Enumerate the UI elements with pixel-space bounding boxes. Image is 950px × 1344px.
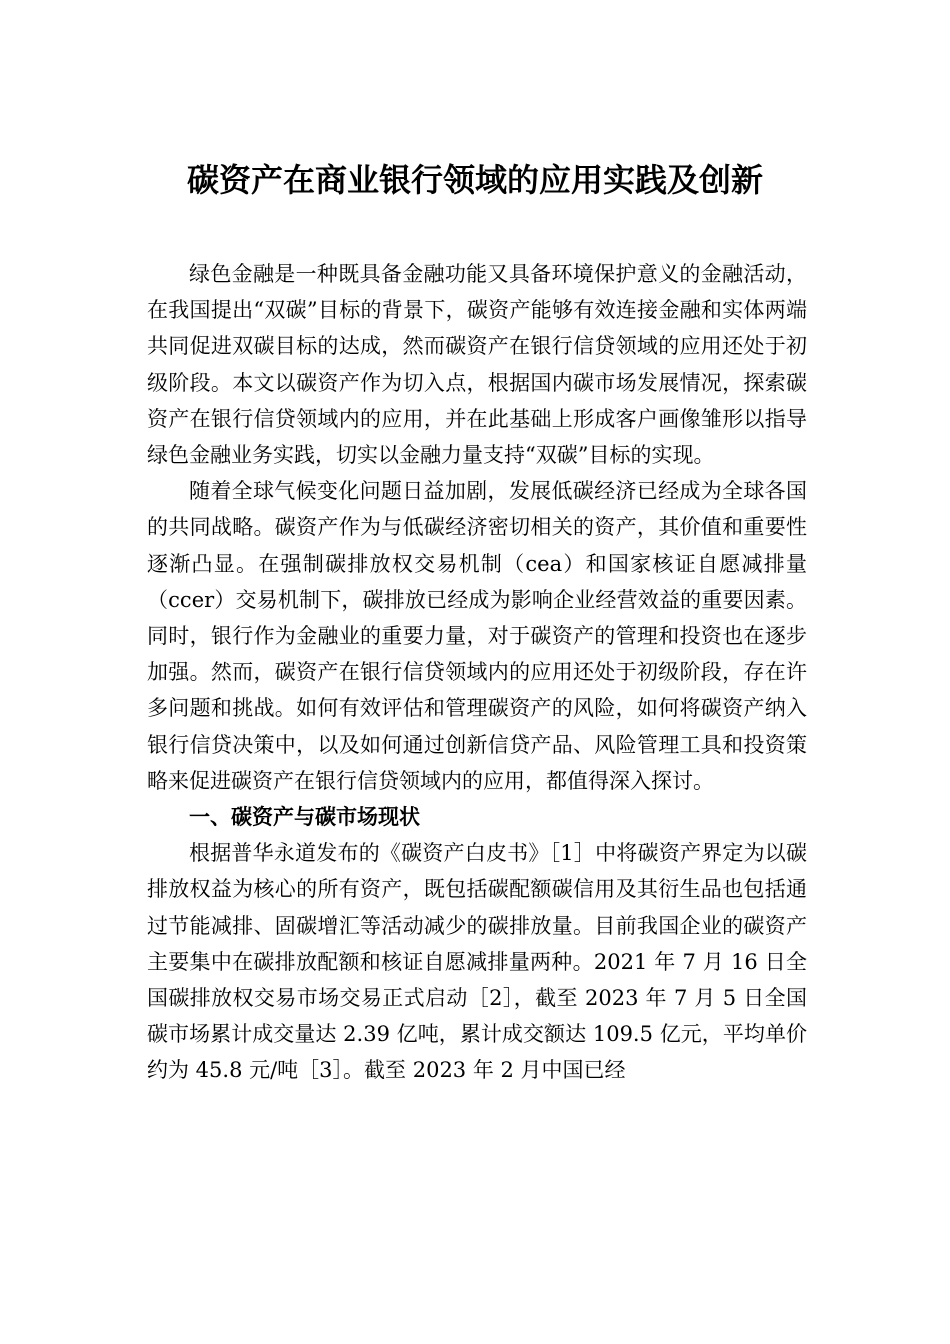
- section-heading: 一、碳资产与碳市场现状: [189, 805, 420, 830]
- document-body: [147, 256, 807, 1089]
- document-title: 碳资产在商业银行领域的应用实践及创新: [186, 161, 763, 199]
- paragraph-introduction: 随着全球气候变化问题日益加剧，发展低碳经济已经成为全球各国的共同战略。碳资产作为与低碳经济密切相关的资产，其价值和重要性逐渐凸显。在强制碳排放权交易机制（cea）和国家核证自愿减排量（ccer）交易机制下，碳排放已经成为影响企业经营效益的重要因素。同时，银行作为金融业的重要力量，对于碳资产的管理和投资也在逐步加强。然而，碳资产在银行信贷领域内的应用还处于初级阶段，存在许多问题和挑战。如何有效评估和管理碳资产的风险，如何将碳资产纳入银行信贷决策中，以及如何通过创新信贷产品、风险管理工具和投资策略来促进碳资产在银行信贷领域内的应用，都值得深入探讨。: [147, 479, 807, 793]
- paragraph-section-one: 根据普华永道发布的《碳资产白皮书》［1］中将碳资产界定为以碳排放权益为核心的所有资产，既包括碳配额碳信用及其衍生品也包括通过节能减排、固碳增汇等活动减少的碳排放量。目前我国企业的碳资产主要集中在碳排放配额和核证自愿减排量两种。2021 年 7 月 16 日全国碳排放权交易市场交易正式启动［2］，截至 2023 年 7 月 5 日全国碳市场累计成交量达 2.39 亿吨，累计成交额达 109.5 亿元，平均单价约为 45.8 元/吨［3］。截至 2023 年 2 月中国已经: [147, 841, 807, 1083]
- paragraph-abstract: 绿色金融是一种既具备金融功能又具备环境保护意义的金融活动，在我国提出“双碳”目标的背景下，碳资产能够有效连接金融和实体两端共同促进双碳目标的达成，然而碳资产在银行信贷领域的应用还处于初级阶段。本文以碳资产作为切入点，根据国内碳市场发展情况，探索碳资产在银行信贷领域内的应用，并在此基础上形成客户画像雏形以指导绿色金融业务实践，切实以金融力量支持“双碳”目标的实现。: [147, 262, 807, 468]
